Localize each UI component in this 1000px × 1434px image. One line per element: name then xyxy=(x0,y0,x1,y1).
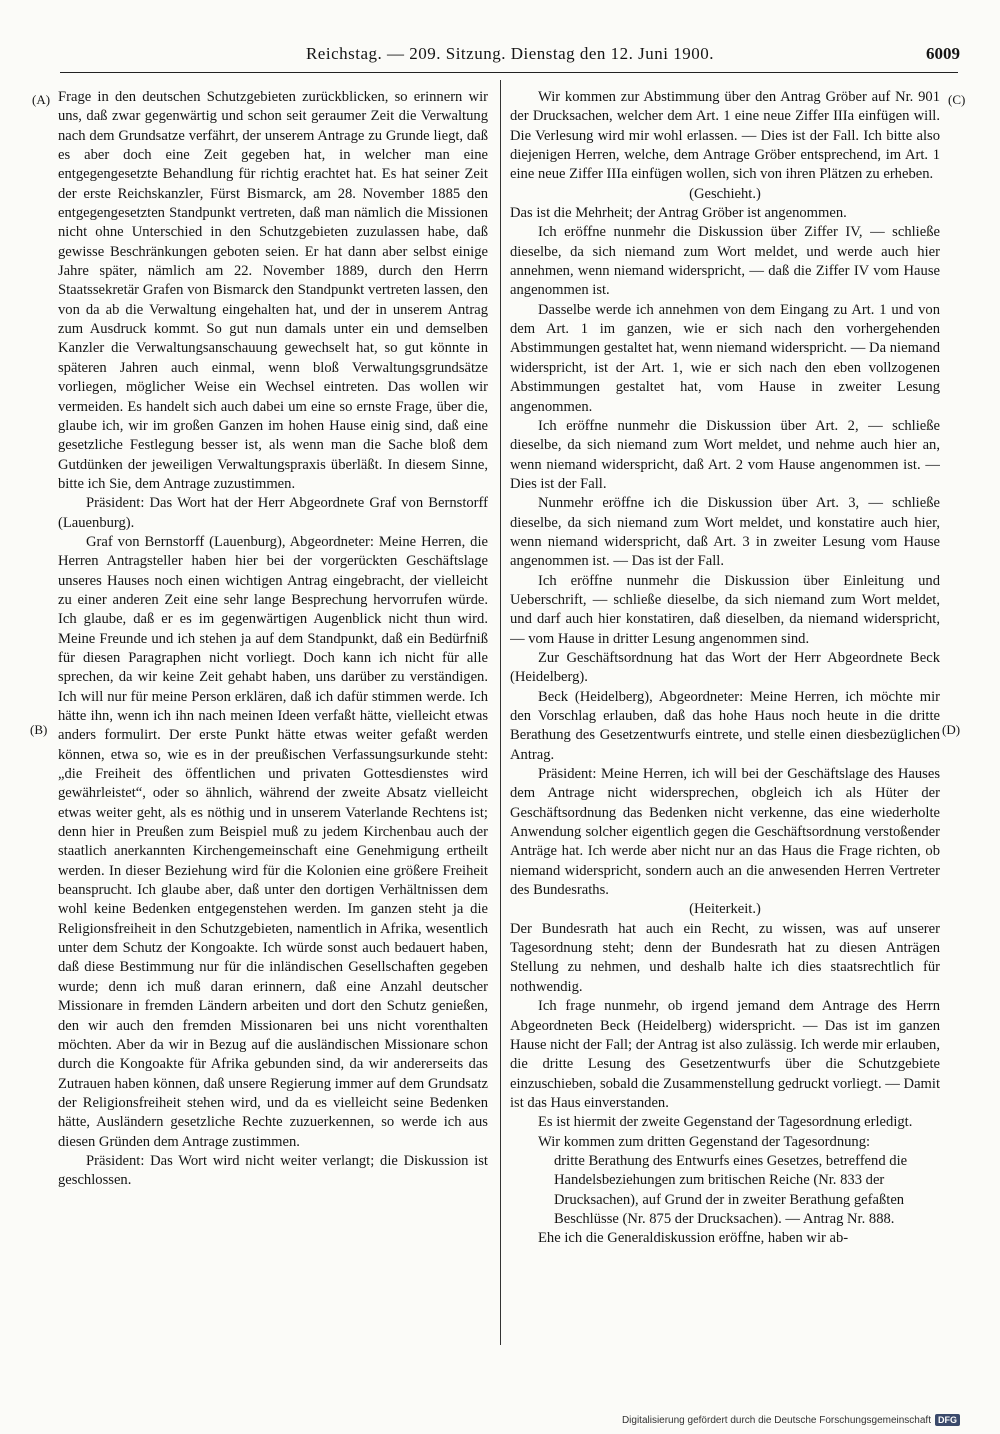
page-number: 6009 xyxy=(926,44,960,63)
paragraph: Dasselbe werde ich annehmen von dem Eingang zu Art. 1 und von dem Art. 1 im ganzen, wie er sich nach den vorhergehenden Abstimmungen gestaltet hat, wenn niemand widerspricht. — Da niemand widerspricht, ist der Art. 1, wie er sich nach den eben vollzogenen Abstimmungen gestaltet hat, vom Hause in zweiter Lesung angenommen. xyxy=(510,301,940,415)
footer xyxy=(622,1411,960,1429)
paragraph: Ehe ich die Generaldiskussion eröffne, haben wir ab- xyxy=(538,1230,849,1247)
footer-text: Digitalisierung gefördert durch die Deutsche Forschungsgemeinschaft xyxy=(621,1414,931,1426)
running-header xyxy=(60,44,960,72)
margin-marker-c: (C) xyxy=(948,92,966,107)
paragraph: Das ist die Mehrheit; der Antrag Gröber ist angenommen. xyxy=(510,205,847,222)
header-title: Reichstag. — 209. Sitzung. Dienstag den 12. Juni 1900. xyxy=(305,44,715,63)
paragraph-president: Präsident: Meine Herren, ich will bei der Geschäftslage des Hauses dem Antrage nicht widersprechen, obgleich ich als Hüter der Geschäftsordnung das Bedenken nicht verkenne, das eine wiederholte Anwendung solcher eigentlich gegen die Geschäftsordnung verstoßender Anträge hat. Ich werde aber nicht nur an das Haus die Frage richten, ob niemand widerspricht, sondern auch an die anwesenden Herren Vertreter des Bundesraths. xyxy=(510,766,940,899)
paragraph: Ich frage nunmehr, ob irgend jemand dem Antrage des Herrn Abgeordneten Beck (Heidelberg) widerspricht. — Das ist im ganzen Hause nicht der Fall; der Antrag ist also zulässig. Ich werde mir erlauben, die dritte Lesung des Gesetzentwurfs über die Schutzgebiete einzuschieben, sobald die Zusammenstellung gedruckt vorliegt. — Damit ist das Haus einverstanden. xyxy=(510,998,940,1111)
stage-direction: (Heiterkeit.) xyxy=(689,901,761,918)
paragraph: Ich eröffne nunmehr die Diskussion über Ziffer IV, — schließe dieselbe, da sich niemand zum Wort meldet, und werde auch hier annehmen, wenn niemand widerspricht, — daß die Ziffer IV vom Hause angenommen ist. xyxy=(510,224,940,299)
margin-marker-b: (B) xyxy=(30,722,48,737)
paragraph: Frage in den deutschen Schutzgebieten zurückblicken, so erinnern wir uns, daß zwar gegenwärtig und schon seit geraumer Zeit die Verwaltung nach dem Grundsatze verfährt, der unserem Antrage zu Grunde liegt, daß es aber doch eine Zeit gegeben hat, in welcher man eine entgegengesetzte Behandlung für richtig erachtet hat. Es hat seiner Zeit der erste Reichskanzler, Fürst Bismarck, am 28. November 1885 den entgegengesetzten Standpunkt vertreten, daß man nämlich die Missionen nicht ohne Unterschied in den Schutzgebieten zuzulassen habe, daß gewisse Beschränkungen geboten seien. Er hat dann aber selbst einige Jahre später, nämlich am 22. November 1889, durch den Herrn Staatssekretär Grafen von Bismarck den Standpunkt vertreten lassen, den von da ab die Verwaltung eingehalten hat, und der in unserem Antrag zum Ausdruck kommt. So gut nun damals unter ein und demselben Kanzler die Verwaltungsanschauung gewechselt hat, so gut könnte in späteren Jahren auch einmal, wenn bloß Verwaltungsgrundsätze vorliegen, möglicher Weise ein Wechsel eintreten. Das wollen wir vermeiden. Es handelt sich auch dabei um eine so ernste Frage, über die, glaube ich, wir im großen Ganzen im hohen Hause einig sind, daß eine gesetzliche Festlegung besser ist, als wenn man die Sache bloß dem Gutdünken der jeweiligen Verwaltungspraxis überläßt. In diesem Sinne, bitte ich Sie, dem Antrage zuzustimmen. xyxy=(58,89,488,492)
paragraph: Ich eröffne nunmehr die Diskussion über Art. 2, — schließe dieselbe, da sich niemand zum Wort meldet, und nehme auch hier an, wenn niemand widerspricht, daß Art. 2 vom Hause angenommen ist. — Dies ist der Fall. xyxy=(510,417,940,492)
margin-marker-a: (A) xyxy=(32,92,51,107)
paragraph: Ich eröffne nunmehr die Diskussion über Einleitung und Ueberschrift, — schließe dieselbe, da sich niemand zum Wort meldet, und darf auch hier konstatiren, daß dieselben, da niemand widerspricht, — vom Hause in dritter Lesung angenommen sind. xyxy=(510,572,940,647)
paragraph: Wir kommen zum dritten Gegenstand der Tagesordnung: xyxy=(538,1133,871,1150)
agenda-item: dritte Berathung des Entwurfs eines Gesetzes, betreffend die Handelsbeziehungen zum britischen Reiche (Nr. 833 der Drucksachen), auf Grund der in zweiter Berathung gefaßten Beschlüsse (Nr. 875 der Drucksachen). — Antrag Nr. 888. xyxy=(554,1152,908,1227)
paragraph: Der Bundesrath hat auch ein Recht, zu wissen, was auf unserer Tagesordnung steht; denn der Bundesrath hat zu diesen Anträgen Stellung zu nehmen, und deshalb halte ich dies staatsrechtlich für nothwendig. xyxy=(510,920,940,995)
margin-marker-d: (D) xyxy=(942,722,961,737)
stage-direction: (Geschieht.) xyxy=(689,185,761,202)
paragraph-speech: Graf von Bernstorff (Lauenburg), Abgeordneter: Meine Herren, die Herren Antragsteller haben hier bei der vorgerückten Geschäftslage unseres Hauses noch einen wichtigen Antrag eingebracht, der vielleicht zu einer anderen Zeit eine sehr lange Besprechung hervorrufen würde. Ich glaube, daß er es im gegenwärtigen Augenblick nicht thun wird. Meine Freunde und ich stehen ja auf dem Standpunkt, daß ein Bedürfniß für diesen Paragraphen nicht vorliegt. Doch kann ich nicht für alle sprechen, da wir keine Zeit gehabt haben, uns darüber zu verständigen. Ich will nur für meine Person erklären, daß ich dafür stimmen werde. Ich hätte ihn, wenn ich ihn nach meinen Ideen verfaßt hätte, vielleicht etwas anders formulirt. Der erste Punkt hätte etwas weiter gefaßt werden können, etwa so, wie es in der preußischen Verfassungsurkunde steht: „die Freiheit des öffentlichen und privaten Gottesdienstes wird gewährleistet“, oder so ähnlich, während der zweite Absatz vielleicht etwas weiter geht, als es nöthig und in unserem Vaterlande Rechtens ist; denn hier in Preußen zum Beispiel muß zu jedem Kirchenbau auch der staatlich anerkannten Kirchengemeinschaft eine Genehmigung ertheilt werden. In dieser Beziehung wird für die Kolonien eine größere Freiheit beansprucht. Ich glaube aber, daß unter den dortigen Verhältnissen dem wohl keine Bedenken entgegenstehen werden. Im ganzen steht ja die Religionsfreiheit in den Schutzgebieten, namentlich in Afrika, wesentlich unter dem Schutz der Kongoakte. Ich würde sonst auch bedauert haben, daß diese Bestimmung nur für die inländischen Gesellschaften gegeben wurde; denn ich muß daran erinnern, daß eine Anzahl deutscher Missionare in fremden Ländern arbeiten und dort den Schutz genießen, den wir auch den fremden Missionaren bei uns nicht vorenthalten möchten. Aber da wir in Bezug auf die ausländischen Missionare schon durch die Kongoakte für Afrika gebunden sind, da wir andererseits das Zutrauen haben können, daß unsere Regierung immer auf dem Grundsatz der Religionsfreiheit stehen wird, und da es vielleicht seine Bedenken hätte, Ausländern gesetzliche Rechte zuzuerkennen, so werde ich aus diesen Gründen dem Antrage zustimmen. xyxy=(58,533,488,1150)
dfg-logo-icon: DFG xyxy=(935,1414,960,1426)
column-divider xyxy=(500,80,501,1345)
paragraph-president: Präsident: Das Wort hat der Herr Abgeordnete Graf von Bernstorff (Lauenburg). xyxy=(58,495,488,531)
paragraph: Wir kommen zur Abstimmung über den Antrag Gröber auf Nr. 901 der Drucksachen, welcher dem Art. 1 eine neue Ziffer IIIa einfügen will. Die Verlesung wird mir wohl erlassen. — Dies ist der Fall. Ich bitte also diejenigen Herren, welche, dem Antrage Gröber entsprechend, im Art. 1 eine neue Ziffer IIIa einfügen wollen, sich von ihren Plätzen zu erheben. xyxy=(510,89,940,183)
paragraph: Nunmehr eröffne ich die Diskussion über Art. 3, — schließe dieselbe, da sich niemand zum Wort meldet, und konstatire auch hier, wenn niemand widerspricht, daß Art. 3 in zweiter Lesung vom Hause angenommen ist. — Das ist der Fall. xyxy=(510,495,940,570)
right-column xyxy=(510,88,940,1350)
header-rule xyxy=(60,72,958,73)
left-column xyxy=(58,88,488,1350)
paragraph: Zur Geschäftsordnung hat das Wort der Herr Abgeordnete Beck (Heidelberg). xyxy=(510,649,940,686)
paragraph: Es ist hiermit der zweite Gegenstand der Tagesordnung erledigt. xyxy=(538,1114,913,1131)
paragraph-president: Präsident: Das Wort wird nicht weiter verlangt; die Diskussion ist geschlossen. xyxy=(58,1152,488,1189)
paragraph-speech: Beck (Heidelberg), Abgeordneter: Meine Herren, ich möchte mir den Vorschlag erlauben, daß das hohe Haus noch heute in die dritte Berathung des Gesetzentwurfs eintrete, und stelle einen diesbezüglichen Antrag. xyxy=(510,688,940,763)
